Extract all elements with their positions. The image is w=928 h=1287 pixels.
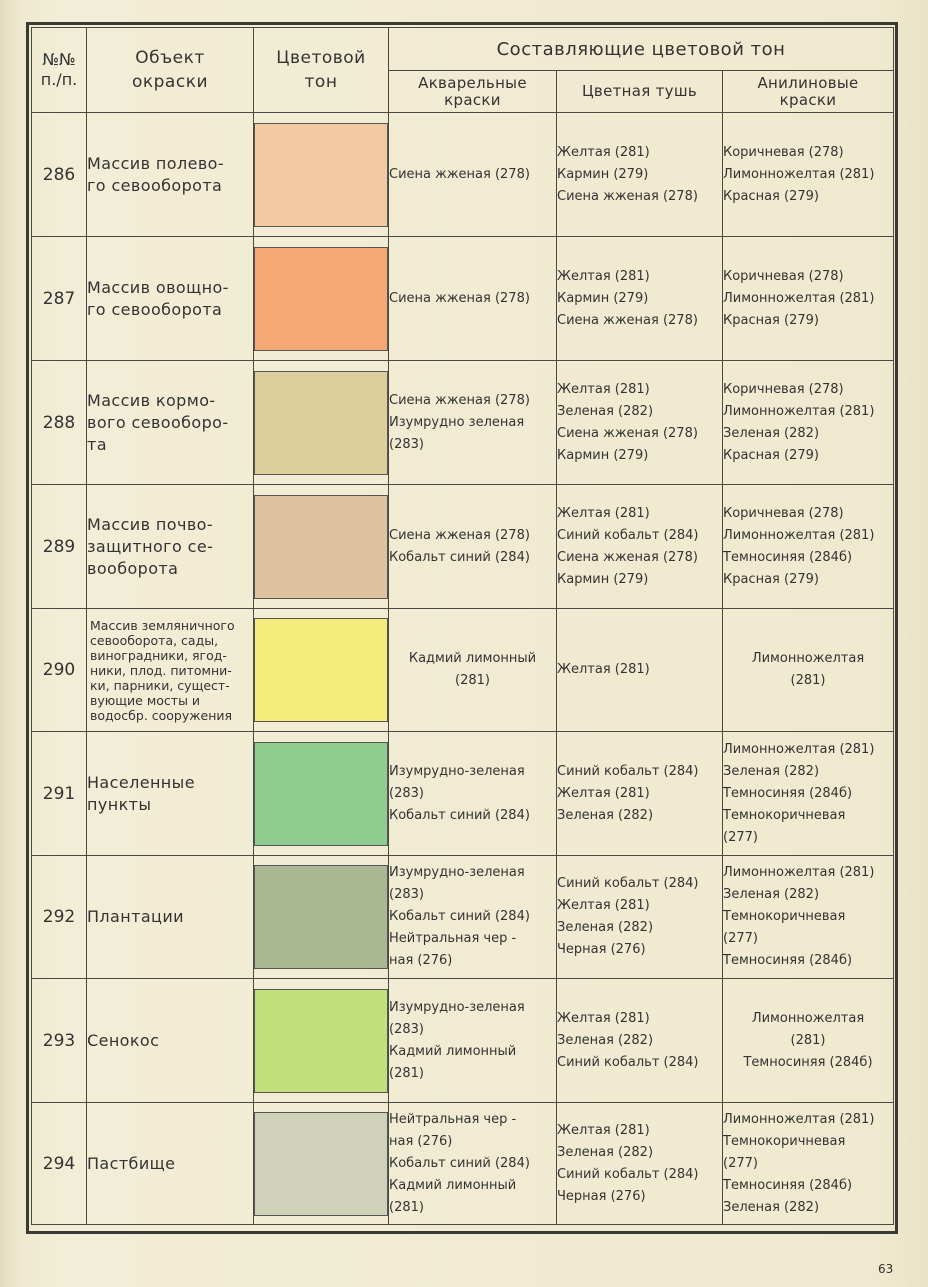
ink-item: Желтая (281) [557,1122,650,1138]
table-row [32,732,894,856]
aniline-item: Темносиняя (284б) [723,785,853,801]
color-swatch [254,371,388,475]
aniline-item: (281) [790,1032,826,1048]
object-name [87,856,254,979]
ink-item: Желтая (281) [557,785,650,801]
object-name-line: Массив земляничного [90,617,235,633]
ink-item: Черная (276) [557,1188,646,1204]
row-number: 286 [32,113,87,237]
aniline-item: Зеленая (282) [723,1199,820,1215]
aniline-item: Темнокоричневая [723,807,846,823]
aniline-item: (277) [723,829,758,845]
aniline-item: Лимонножелтая (281) [723,403,875,419]
aniline-cell [723,732,894,856]
row-number: 288 [32,361,87,485]
tone-cell [254,979,389,1103]
aniline-item: Лимонножелтая (281) [723,865,875,880]
aniline-item: Красная (279) [723,188,819,204]
ink-item: Кармин (279) [557,290,649,306]
ink-item: Желтая (281) [557,268,650,284]
aniline-item: Коричневая (278) [723,268,844,284]
table-row [32,113,894,237]
aniline-item: Коричневая (278) [723,505,844,521]
ink-item: Зеленая (282) [557,1144,654,1160]
ink-item: Сиена жженая (278) [557,549,698,565]
ink-item: Сиена жженая (278) [557,425,698,441]
row-number: 287 [32,237,87,361]
aniline-item: Лимонножелтая [751,651,865,666]
ink-cell [557,361,723,485]
watercolor-item: Сиена жженая (278) [389,392,530,408]
ink-item: Синий кобальт (284) [557,763,699,779]
watercolor-item: (283) [389,887,424,902]
aniline-item: Темносиняя (284б) [723,953,853,968]
object-name-line: та [87,434,107,454]
object-name-line: защитного се- [87,536,214,556]
ink-cell [557,609,723,732]
watercolor-item: (283) [389,785,424,801]
ink-item: Желтая (281) [557,898,650,913]
color-swatch [254,1112,388,1216]
color-swatch [254,123,388,227]
watercolor-cell [389,609,557,732]
ink-item: Зеленая (282) [557,1032,654,1048]
ink-item: Сиена жженая (278) [557,312,698,328]
ink-item: Желтая (281) [557,381,650,397]
aniline-item: Лимонножелтая (281) [723,741,875,757]
aniline-item: Зеленая (282) [723,763,820,779]
ink-item: Желтая (281) [557,1010,650,1026]
aniline-item: Красная (279) [723,447,819,463]
table-row [32,609,894,732]
object-name-line: Плантации [87,907,184,926]
watercolor-cell [389,361,557,485]
watercolor-item: Кобальт синий (284) [389,1155,530,1171]
header-tone-line2: тон [304,72,338,92]
header-tone [254,28,389,113]
header-aniline [723,71,894,113]
aniline-item: Лимонножелтая (281) [723,1111,875,1127]
table-row [32,485,894,609]
aniline-item: Зеленая (282) [723,425,820,441]
ink-item: Кармин (279) [557,571,649,587]
object-name [87,113,254,237]
object-name [87,237,254,361]
color-swatch [254,989,388,1093]
object-name [87,609,254,732]
table-body [32,113,894,1225]
aniline-item: Лимонножелтая (281) [723,527,875,543]
watercolor-item: Изумрудно-зеленая [389,999,525,1015]
ink-item: Зеленая (282) [557,807,654,823]
header-object-line2: окраски [131,72,209,92]
watercolor-item: Изумрудно-зеленая [389,763,525,779]
ink-item: Желтая (281) [557,662,650,677]
table-row [32,856,894,979]
aniline-item: Красная (279) [723,571,819,587]
object-name-line: вооборота [87,558,179,578]
tone-cell [254,237,389,361]
aniline-cell [723,361,894,485]
watercolor-item: Нейтральная чер - [389,931,517,946]
aniline-item: (281) [790,673,826,688]
aniline-cell [723,609,894,732]
header-aniline-line2: краски [779,90,837,109]
ink-cell [557,485,723,609]
ink-item: Синий кобальт (284) [557,527,699,543]
object-name [87,1103,254,1225]
ink-cell [557,237,723,361]
aniline-item: Темнокоричневая [723,1133,846,1149]
object-name-line: виноградники, ягод- [90,647,227,663]
ink-item: Зеленая (282) [557,920,654,935]
watercolor-item: Кадмий лимонный [389,1043,517,1059]
row-number: 291 [32,732,87,856]
aniline-item: (277) [723,1155,758,1171]
tone-cell [254,732,389,856]
header-ink: Цветная тушь [557,71,723,113]
tone-cell [254,609,389,732]
watercolor-item: Изумрудно зеленая [389,414,525,430]
header-watercolor [389,71,557,113]
color-swatch [254,495,388,599]
table-row [32,237,894,361]
object-name-line: Массив кормо- [87,390,216,410]
ink-item: Сиена жженая (278) [557,188,698,204]
watercolor-cell [389,732,557,856]
watercolor-cell [389,237,557,361]
object-name-line: го севооборота [87,175,223,195]
ink-item: Кармин (279) [557,447,649,463]
aniline-cell [723,1103,894,1225]
aniline-item: Темносиняя (284б) [723,549,853,565]
object-name [87,361,254,485]
table-row [32,979,894,1103]
table-row [32,1103,894,1225]
table-row [32,361,894,485]
object-name-line: вого севооборо- [87,412,229,432]
watercolor-item: Кобальт синий (284) [389,549,530,565]
watercolor-item: Изумрудно-зеленая [389,865,525,880]
watercolor-item: ная (276) [389,953,453,968]
aniline-item: Темнокоричневая [723,909,846,924]
object-name-line: Массив овощно- [87,277,229,297]
header-tone-line1: Цветовой [276,48,366,68]
header-object [87,28,254,113]
tone-cell [254,113,389,237]
header-watercolor-line1: Акварельные [418,73,527,92]
watercolor-cell [389,1103,557,1225]
ink-cell [557,979,723,1103]
ink-item: Желтая (281) [557,144,650,160]
aniline-item: Темносиняя (284б) [723,1177,853,1193]
row-number: 292 [32,856,87,979]
header-aniline-line1: Анилиновые [757,73,859,92]
aniline-item: Коричневая (278) [723,381,844,397]
watercolor-item: Кадмий лимонный [408,651,537,666]
aniline-item: Лимонножелтая (281) [723,290,875,306]
object-name-line: ки, парники, сущест- [90,677,230,693]
watercolor-item: (283) [389,436,424,452]
color-table [31,27,894,1225]
color-swatch [254,247,388,351]
ink-cell [557,732,723,856]
ink-item: Кармин (279) [557,166,649,182]
watercolor-item: Сиена жженая (278) [389,166,530,182]
aniline-item: (277) [723,931,758,946]
aniline-item: Лимонножелтая [751,1010,865,1026]
watercolor-item: Сиена жженая (278) [389,527,530,543]
row-number: 289 [32,485,87,609]
object-name-line: пункты [87,794,152,814]
aniline-cell [723,237,894,361]
watercolor-item: Кобальт синий (284) [389,909,530,924]
color-swatch [254,618,388,722]
header-number-bottom: п./п. [40,70,78,89]
header-number-top: №№ [42,50,76,69]
watercolor-item: Кобальт синий (284) [389,807,530,823]
watercolor-cell [389,113,557,237]
ink-item: Зеленая (282) [557,403,654,419]
aniline-cell [723,113,894,237]
object-name-line: Сенокос [87,1030,160,1050]
watercolor-item: Нейтральная чер - [389,1111,517,1127]
color-swatch [254,742,388,846]
ink-item: Черная (276) [557,942,646,957]
row-number: 294 [32,1103,87,1225]
watercolor-cell [389,485,557,609]
ink-item: Синий кобальт (284) [557,876,699,891]
watercolor-item: ная (276) [389,1133,453,1149]
row-number: 293 [32,979,87,1103]
ink-item: Синий кобальт (284) [557,1054,699,1070]
ink-item: Желтая (281) [557,505,650,521]
watercolor-item: (281) [389,1199,424,1215]
ink-item: Синий кобальт (284) [557,1166,699,1182]
header-object-line1: Объект [135,48,205,68]
ink-cell [557,113,723,237]
watercolor-item: Кадмий лимонный [389,1177,517,1193]
watercolor-item: (281) [455,673,490,688]
header-watercolor-line2: краски [444,90,501,109]
header-number [32,28,87,113]
tone-cell [254,1103,389,1225]
aniline-item: Коричневая (278) [723,144,844,160]
aniline-item: Темносиняя (284б) [743,1054,873,1070]
object-name-line: вующие мосты и [90,692,201,708]
object-name-line: ники, плод. питомни- [90,662,232,678]
object-name [87,979,254,1103]
watercolor-item: (281) [389,1065,424,1081]
ink-cell [557,1103,723,1225]
tone-cell [254,856,389,979]
object-name-line: севооборота, сады, [90,632,219,648]
object-name [87,732,254,856]
object-name-line: Пастбище [87,1153,176,1173]
watercolor-item: (283) [389,1021,424,1037]
aniline-cell [723,979,894,1103]
tone-cell [254,361,389,485]
object-name-line: Массив полево- [87,153,225,173]
page-number: 63 [878,1262,894,1276]
object-name-line: Массив почво- [87,514,214,534]
object-name-line: Населенные [87,772,195,792]
object-name [87,485,254,609]
watercolor-cell [389,856,557,979]
tone-cell [254,485,389,609]
color-swatch [254,865,388,969]
object-name-line: водосбр. сооружения [90,707,233,723]
row-number: 290 [32,609,87,732]
watercolor-item: Сиена жженая (278) [389,290,530,306]
object-name-line: го севооборота [87,299,223,319]
aniline-cell [723,485,894,609]
aniline-item: Красная (279) [723,312,819,328]
watercolor-cell [389,979,557,1103]
aniline-cell [723,856,894,979]
header-components: Составляющие цветовой тон [389,28,894,71]
aniline-item: Лимонножелтая (281) [723,166,875,182]
ink-cell [557,856,723,979]
aniline-item: Зеленая (282) [723,887,820,902]
